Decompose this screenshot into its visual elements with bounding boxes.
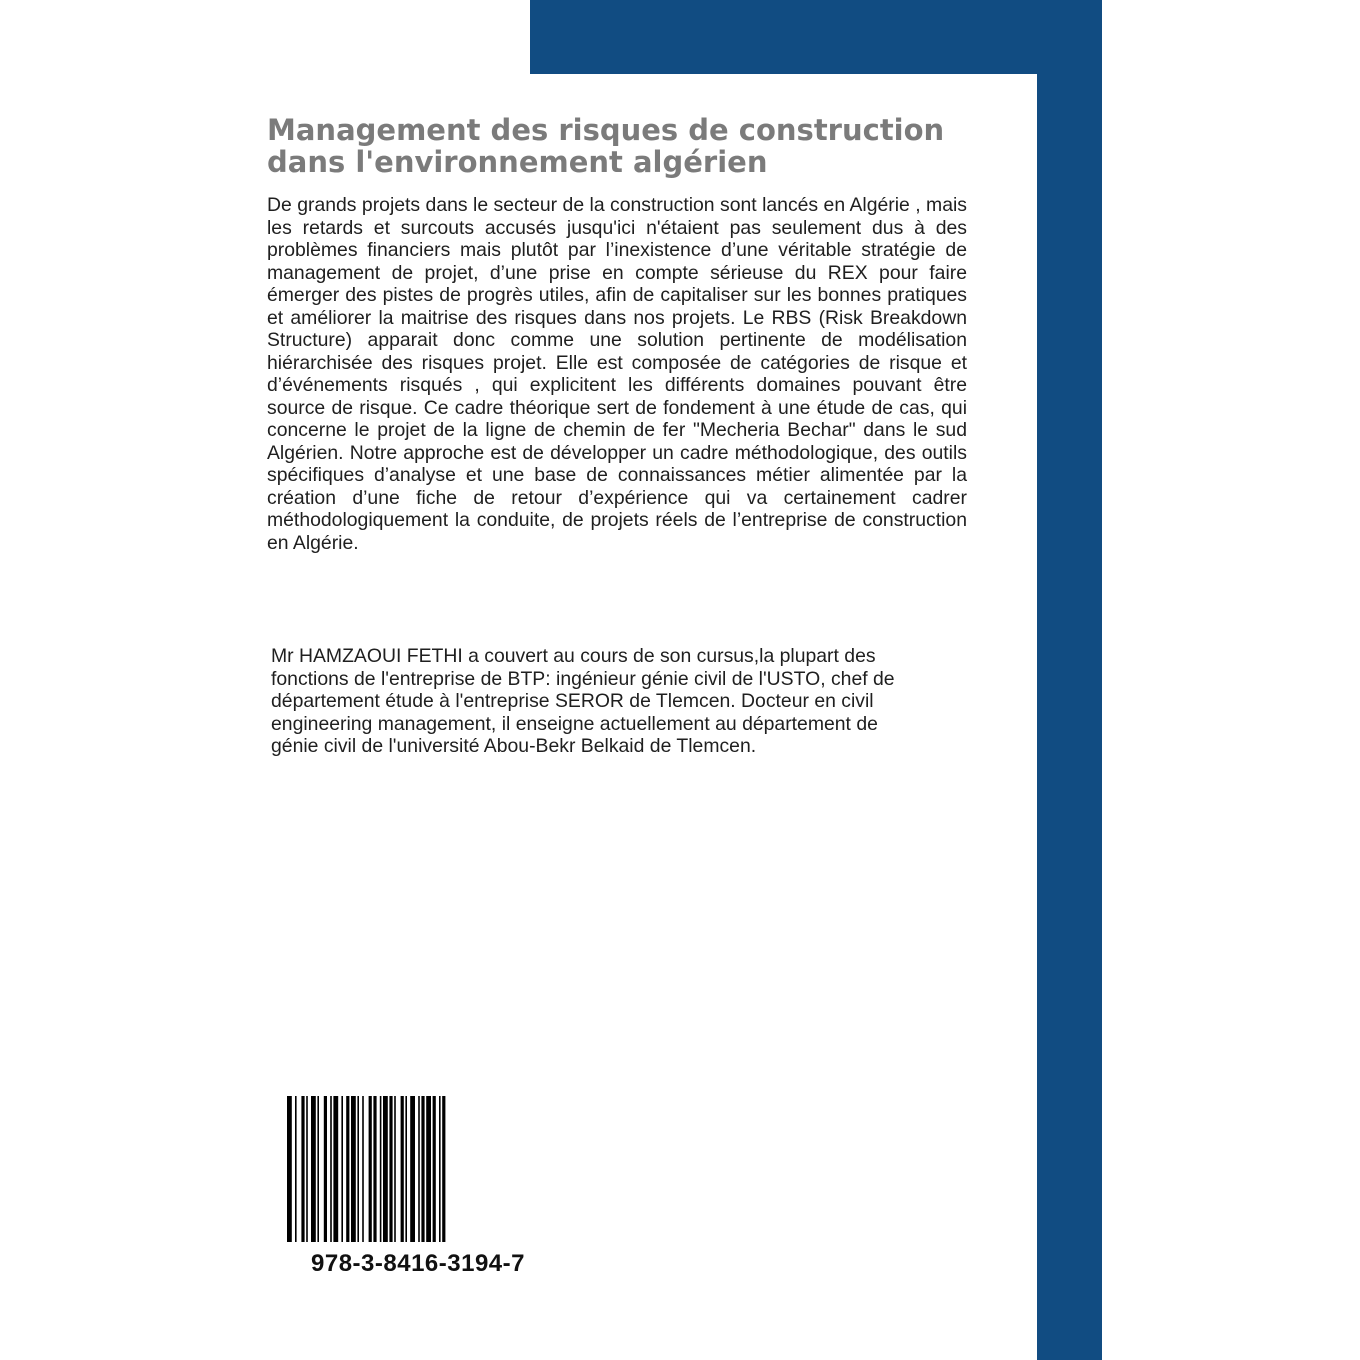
book-title-line: dans l'environnement algérien (267, 145, 768, 179)
barcode-block (283, 1096, 553, 1286)
cover-band-top (530, 0, 1102, 74)
isbn-number: 978-3-8416-3194-7 (311, 1250, 525, 1277)
author-bio-line: engineering management, il enseigne actuellement au département de (271, 712, 878, 735)
book-title (267, 114, 987, 178)
author-bio-line: fonctions de l'entreprise de BTP: ingénieur génie civil de l'USTO, chef de (271, 667, 895, 690)
author-bio-line: département étude à l'entreprise SEROR de Tlemcen. Docteur en civil (271, 690, 874, 712)
book-summary: De grands projets dans le secteur de la construction sont lancés en Algérie , mais les retards et surcouts accusés jusqu'ici n'étaient pas seulement dus à des problèmes financiers mais plutôt par l’inexistence d’une véritable stratégie de management de projet, d’une prise en compte sérieuse du REX pour faire émerger des pistes de progrès utiles, afin de capitaliser sur les bonnes pratiques et améliorer la maitrise des risques dans nos projets. Le RBS (Risk Breakdown Structure) apparait donc comme une solution pertinente de modélisation hiérarchisée des risques projet. Elle est composée de catégories de risque et d’événements risqués , qui explicitent les différents domaines pouvant être source de risque. Ce cadre théorique sert de fondement à une étude de cas, qui concerne le projet de la ligne de chemin de fer "Mecheria Bechar" dans le sud Algérien. Notre approche est de développer un cadre méthodologique, des outils spécifiques d’analyse et une base de connaissances métier alimentée par la création d’une fiche de retour d’expérience qui va certainement cadrer méthodologiquement la conduite, de projets réels de l’entreprise de construction en Algérie. (267, 194, 967, 554)
author-bio (271, 645, 971, 758)
book-title-line: Management des risques de construction (267, 113, 945, 147)
barcode-icon (283, 1096, 553, 1244)
author-bio-line: génie civil de l'université Abou-Bekr Belkaid de Tlemcen. (271, 735, 757, 757)
cover-band-right (1037, 0, 1102, 1360)
author-bio-line: Mr HAMZAOUI FETHI a couvert au cours de son cursus,la plupart des (271, 645, 876, 667)
